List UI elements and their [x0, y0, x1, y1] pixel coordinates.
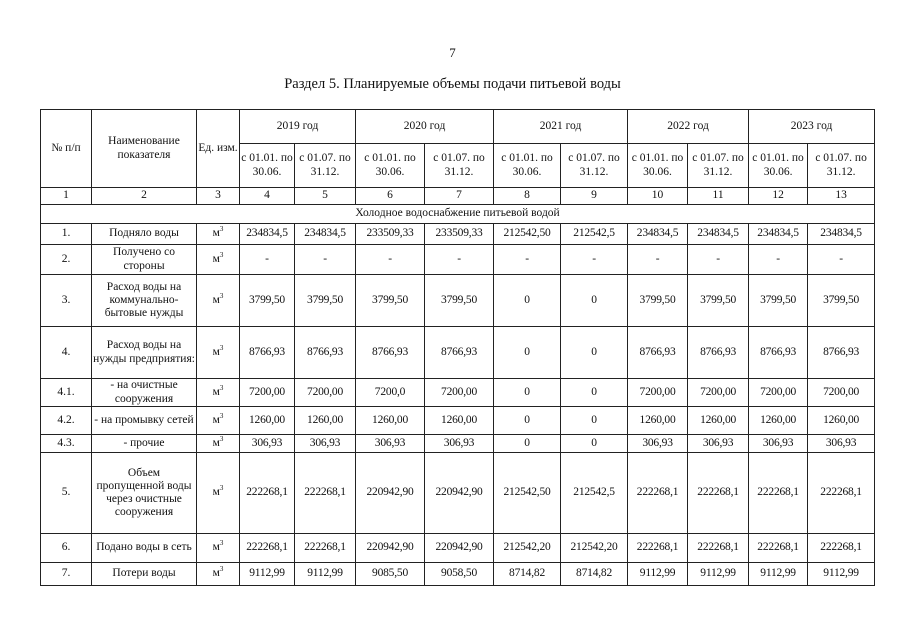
value-cell: 8714,82	[561, 563, 628, 586]
row-name: - прочие	[92, 435, 197, 453]
column-number: 7	[425, 188, 494, 205]
value-cell: 3799,50	[425, 275, 494, 327]
column-number: 2	[92, 188, 197, 205]
value-cell: 233509,33	[425, 224, 494, 245]
header-period: с 01.07. по 31.12.	[425, 144, 494, 188]
unit-base: м	[212, 486, 220, 499]
page-number: 7	[449, 45, 456, 60]
value-cell: 220942,90	[356, 534, 425, 563]
value-cell: 9085,50	[356, 563, 425, 586]
table-row	[41, 379, 875, 407]
value-cell: 222268,1	[688, 534, 749, 563]
value-cell: -	[494, 245, 561, 275]
value-cell: 0	[561, 327, 628, 379]
header-period: с 01.07. по 31.12.	[688, 144, 749, 188]
row-index: 4.3.	[41, 435, 92, 453]
value-cell: 7200,00	[425, 379, 494, 407]
value-cell: 0	[494, 379, 561, 407]
value-cell: 9112,99	[808, 563, 875, 586]
value-cell: 8714,82	[494, 563, 561, 586]
value-cell: 7200,0	[356, 379, 425, 407]
value-cell: 7200,00	[240, 379, 295, 407]
value-cell: 306,93	[628, 435, 688, 453]
value-cell: 234834,5	[295, 224, 356, 245]
unit-base: м	[212, 227, 220, 240]
unit-exponent: 3	[219, 251, 224, 260]
value-cell: 222268,1	[749, 453, 808, 534]
column-number: 5	[295, 188, 356, 205]
value-cell: 222268,1	[240, 453, 295, 534]
value-cell: 1260,00	[425, 407, 494, 435]
value-cell: 8766,93	[356, 327, 425, 379]
value-cell: 222268,1	[688, 453, 749, 534]
header-year-2022: 2022 год	[628, 110, 749, 144]
value-cell: -	[425, 245, 494, 275]
row-name: Подано воды в сеть	[92, 534, 197, 563]
value-cell: 7200,00	[295, 379, 356, 407]
unit-exponent: 3	[219, 539, 224, 548]
column-number: 12	[749, 188, 808, 205]
value-cell: 234834,5	[628, 224, 688, 245]
value-cell: 7200,00	[749, 379, 808, 407]
column-number: 6	[356, 188, 425, 205]
row-name: Расход воды на коммунально-бытовые нужды	[92, 275, 197, 327]
table-row	[41, 224, 875, 245]
table-row	[41, 534, 875, 563]
value-cell: 234834,5	[808, 224, 875, 245]
value-cell: 222268,1	[295, 453, 356, 534]
header-period: с 01.07. по 31.12.	[295, 144, 356, 188]
value-cell: 222268,1	[295, 534, 356, 563]
row-unit	[197, 407, 240, 435]
row-index: 4.2.	[41, 407, 92, 435]
value-cell: 306,93	[356, 435, 425, 453]
value-cell: 0	[494, 275, 561, 327]
unit-exponent: 3	[219, 344, 224, 353]
value-cell: -	[240, 245, 295, 275]
value-cell: 222268,1	[808, 534, 875, 563]
value-cell: 7200,00	[688, 379, 749, 407]
column-number: 10	[628, 188, 688, 205]
unit-base: м	[212, 293, 220, 306]
value-cell: 1260,00	[240, 407, 295, 435]
value-cell: 212542,20	[494, 534, 561, 563]
unit-base: м	[212, 252, 220, 265]
value-cell: 9112,99	[240, 563, 295, 586]
row-unit	[197, 379, 240, 407]
row-name: Расход воды на нужды предприятия:	[92, 327, 197, 379]
value-cell: 220942,90	[425, 453, 494, 534]
column-number: 8	[494, 188, 561, 205]
row-unit	[197, 245, 240, 275]
water-supply-table	[40, 109, 875, 586]
unit-exponent: 3	[219, 484, 224, 493]
header-period: с 01.01. по 30.06.	[240, 144, 295, 188]
header-period: с 01.01. по 30.06.	[494, 144, 561, 188]
value-cell: -	[295, 245, 356, 275]
value-cell: 1260,00	[295, 407, 356, 435]
row-index: 4.1.	[41, 379, 92, 407]
unit-exponent: 3	[219, 435, 224, 444]
value-cell: 0	[561, 435, 628, 453]
value-cell: 222268,1	[628, 453, 688, 534]
value-cell: 1260,00	[628, 407, 688, 435]
value-cell: 234834,5	[749, 224, 808, 245]
table-row	[41, 275, 875, 327]
value-cell: 220942,90	[356, 453, 425, 534]
unit-exponent: 3	[219, 225, 224, 234]
value-cell: 8766,93	[425, 327, 494, 379]
unit-base: м	[212, 541, 220, 554]
value-cell: 1260,00	[749, 407, 808, 435]
unit-exponent: 3	[219, 384, 224, 393]
row-index: 5.	[41, 453, 92, 534]
value-cell: 3799,50	[808, 275, 875, 327]
value-cell: 3799,50	[240, 275, 295, 327]
table-row	[41, 435, 875, 453]
header-index: № п/п	[41, 110, 92, 188]
row-unit	[197, 453, 240, 534]
value-cell: 222268,1	[749, 534, 808, 563]
value-cell: 222268,1	[628, 534, 688, 563]
value-cell: 234834,5	[688, 224, 749, 245]
header-name: Наименование показателя	[92, 110, 197, 188]
unit-exponent: 3	[219, 412, 224, 421]
value-cell: 0	[494, 407, 561, 435]
column-number: 3	[197, 188, 240, 205]
value-cell: -	[356, 245, 425, 275]
value-cell: 0	[561, 407, 628, 435]
table-row	[41, 407, 875, 435]
header-period: с 01.01. по 30.06.	[628, 144, 688, 188]
row-name: Потери воды	[92, 563, 197, 586]
value-cell: 3799,50	[749, 275, 808, 327]
value-cell: 3799,50	[628, 275, 688, 327]
value-cell: 212542,20	[561, 534, 628, 563]
table-row	[41, 563, 875, 586]
table-row	[41, 245, 875, 275]
value-cell: -	[688, 245, 749, 275]
row-unit	[197, 563, 240, 586]
unit-base: м	[212, 436, 220, 449]
row-name: Подняло воды	[92, 224, 197, 245]
row-name: - на очистные сооружения	[92, 379, 197, 407]
value-cell: 222268,1	[240, 534, 295, 563]
value-cell: 8766,93	[749, 327, 808, 379]
table-row	[41, 327, 875, 379]
value-cell: -	[808, 245, 875, 275]
value-cell: 9112,99	[628, 563, 688, 586]
column-number: 1	[41, 188, 92, 205]
header-period: с 01.01. по 30.06.	[749, 144, 808, 188]
header-period: с 01.07. по 31.12.	[808, 144, 875, 188]
column-number: 11	[688, 188, 749, 205]
value-cell: 220942,90	[425, 534, 494, 563]
header-period: с 01.07. по 31.12.	[561, 144, 628, 188]
value-cell: 212542,50	[494, 224, 561, 245]
header-year-2023: 2023 год	[749, 110, 875, 144]
row-index: 4.	[41, 327, 92, 379]
value-cell: 222268,1	[808, 453, 875, 534]
value-cell: 9112,99	[749, 563, 808, 586]
value-cell: 1260,00	[808, 407, 875, 435]
value-cell: 0	[561, 275, 628, 327]
row-unit	[197, 327, 240, 379]
value-cell: 212542,5	[561, 224, 628, 245]
value-cell: 306,93	[808, 435, 875, 453]
value-cell: -	[749, 245, 808, 275]
value-cell: 233509,33	[356, 224, 425, 245]
value-cell: -	[561, 245, 628, 275]
value-cell: 8766,93	[688, 327, 749, 379]
value-cell: 0	[561, 379, 628, 407]
value-cell: 3799,50	[688, 275, 749, 327]
value-cell: 3799,50	[295, 275, 356, 327]
value-cell: -	[628, 245, 688, 275]
value-cell: 1260,00	[688, 407, 749, 435]
row-name: Получено со стороны	[92, 245, 197, 275]
value-cell: 9112,99	[688, 563, 749, 586]
column-number: 9	[561, 188, 628, 205]
value-cell: 8766,93	[240, 327, 295, 379]
unit-base: м	[212, 567, 220, 580]
unit-base: м	[212, 385, 220, 398]
column-number: 4	[240, 188, 295, 205]
unit-exponent: 3	[219, 292, 224, 301]
header-year-2019: 2019 год	[240, 110, 356, 144]
row-index: 7.	[41, 563, 92, 586]
value-cell: 306,93	[688, 435, 749, 453]
row-unit	[197, 275, 240, 327]
unit-base: м	[212, 413, 220, 426]
row-index: 3.	[41, 275, 92, 327]
row-index: 2.	[41, 245, 92, 275]
value-cell: 7200,00	[808, 379, 875, 407]
value-cell: 306,93	[240, 435, 295, 453]
header-period: с 01.01. по 30.06.	[356, 144, 425, 188]
row-name: - на промывку сетей	[92, 407, 197, 435]
header-year-2021: 2021 год	[494, 110, 628, 144]
section-row: Холодное водоснабжение питьевой водой	[41, 205, 875, 224]
value-cell: 7200,00	[628, 379, 688, 407]
value-cell: 234834,5	[240, 224, 295, 245]
value-cell: 212542,50	[494, 453, 561, 534]
value-cell: 9112,99	[295, 563, 356, 586]
unit-base: м	[212, 345, 220, 358]
value-cell: 9058,50	[425, 563, 494, 586]
row-unit	[197, 534, 240, 563]
row-unit	[197, 435, 240, 453]
value-cell: 306,93	[295, 435, 356, 453]
value-cell: 1260,00	[356, 407, 425, 435]
row-name: Объем пропущенной воды через очистные сооружения	[92, 453, 197, 534]
header-year-2020: 2020 год	[356, 110, 494, 144]
header-unit: Ед. изм.	[197, 110, 240, 188]
value-cell: 3799,50	[356, 275, 425, 327]
row-unit	[197, 224, 240, 245]
value-cell: 306,93	[749, 435, 808, 453]
value-cell: 0	[494, 435, 561, 453]
row-index: 6.	[41, 534, 92, 563]
value-cell: 8766,93	[628, 327, 688, 379]
value-cell: 8766,93	[295, 327, 356, 379]
value-cell: 8766,93	[808, 327, 875, 379]
value-cell: 306,93	[425, 435, 494, 453]
unit-exponent: 3	[219, 565, 224, 574]
value-cell: 212542,5	[561, 453, 628, 534]
column-number: 13	[808, 188, 875, 205]
section-title: Раздел 5. Планируемые объемы подачи питьевой воды	[284, 76, 621, 92]
row-index: 1.	[41, 224, 92, 245]
value-cell: 0	[494, 327, 561, 379]
table-row	[41, 453, 875, 534]
